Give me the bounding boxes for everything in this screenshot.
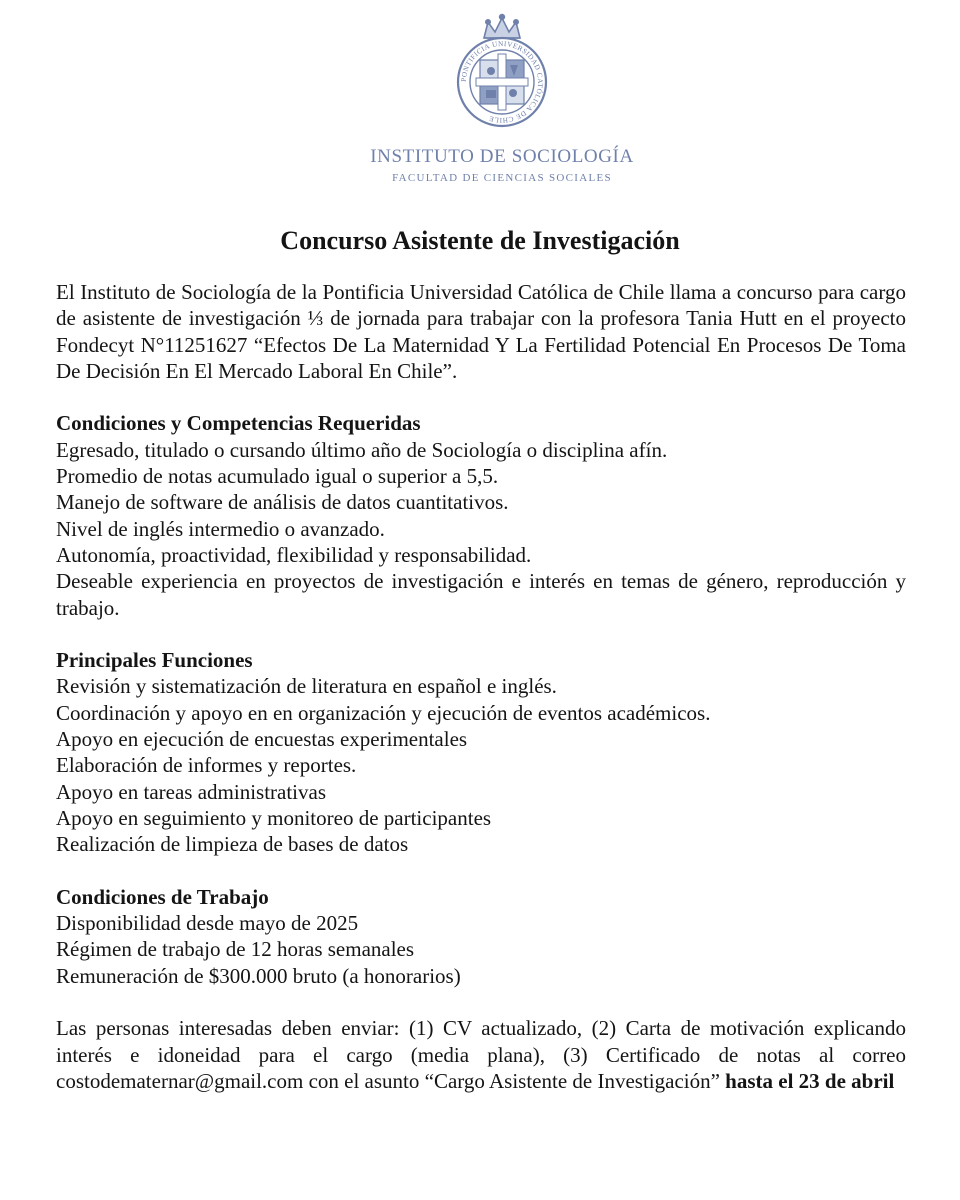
university-seal-logo (440, 10, 564, 134)
functions-heading: Principales Funciones (56, 648, 253, 673)
requirement-item: Promedio de notas acumulado igual o superior a 5,5. (56, 464, 499, 489)
spacer (56, 989, 906, 1015)
deadline-text: hasta el 23 de abril (725, 1068, 895, 1093)
function-item: Apoyo en tareas administrativas (56, 779, 327, 804)
work-condition-item: Régimen de trabajo de 12 horas semanales (56, 937, 415, 962)
function-item: Coordinación y apoyo en en organización y ejecución de eventos académicos. (56, 700, 711, 725)
requirement-item: Deseable experiencia en proyectos de investigación e interés en temas de género, reproducción y trabajo. (56, 569, 906, 620)
function-item: Revisión y sistematización de literatura en español e inglés. (56, 674, 557, 699)
function-item: Elaboración de informes y reportes. (56, 753, 357, 778)
requirement-item: Nivel de inglés intermedio o avanzado. (56, 516, 385, 541)
requirement-item: Autonomía, proactividad, flexibilidad y responsabilidad. (56, 542, 532, 567)
requirement-item: Egresado, titulado o cursando último año de Sociología o disciplina afín. (56, 437, 668, 462)
document-body (56, 279, 906, 1094)
application-paragraph (56, 1015, 906, 1094)
spacer (56, 621, 906, 647)
intro-paragraph: El Instituto de Sociología de la Pontificia Universidad Católica de Chile llama a concurso para cargo de asistente de investigación ⅓ de jornada para trabajar con la profesora Tania Hutt en el proyecto Fondecyt N°11251627 “Efectos De La Maternidad Y La Fertilidad Potencial En Procesos De Toma De Decisión En El Mercado Laboral En Chile”. (56, 280, 906, 383)
spacer (56, 384, 906, 410)
function-item: Apoyo en ejecución de encuestas experimentales (56, 727, 468, 752)
function-item: Realización de limpieza de bases de datos (56, 832, 409, 857)
seal-ring-text: PONTIFICIA UNIVERSIDAD CATÓLICA DE CHILE (459, 39, 545, 125)
spacer (56, 858, 906, 884)
institute-name: INSTITUTO DE SOCIOLOGÍA (370, 146, 634, 167)
work-condition-item: Disponibilidad desde mayo de 2025 (56, 911, 359, 936)
requirements-heading: Condiciones y Competencias Requeridas (56, 411, 421, 436)
application-text: Las personas interesadas deben enviar: (1) CV actualizado, (2) Carta de motivación explicando interés e idoneidad para el cargo (media plana), (3) Certificado de notas al correo costodematernar@gmail.com con el asunto “Cargo Asistente de Investigación” (56, 1016, 906, 1093)
work-condition-item: Remuneración de $300.000 bruto (a honorarios) (56, 963, 461, 988)
function-item: Apoyo en seguimiento y monitoreo de participantes (56, 805, 492, 830)
requirement-item: Manejo de software de análisis de datos cuantitativos. (56, 490, 509, 515)
work-conditions-heading: Condiciones de Trabajo (56, 884, 269, 909)
header (0, 0, 960, 200)
faculty-name: FACULTAD DE CIENCIAS SOCIALES (392, 172, 612, 184)
page-title: Concurso Asistente de Investigación (280, 226, 680, 255)
